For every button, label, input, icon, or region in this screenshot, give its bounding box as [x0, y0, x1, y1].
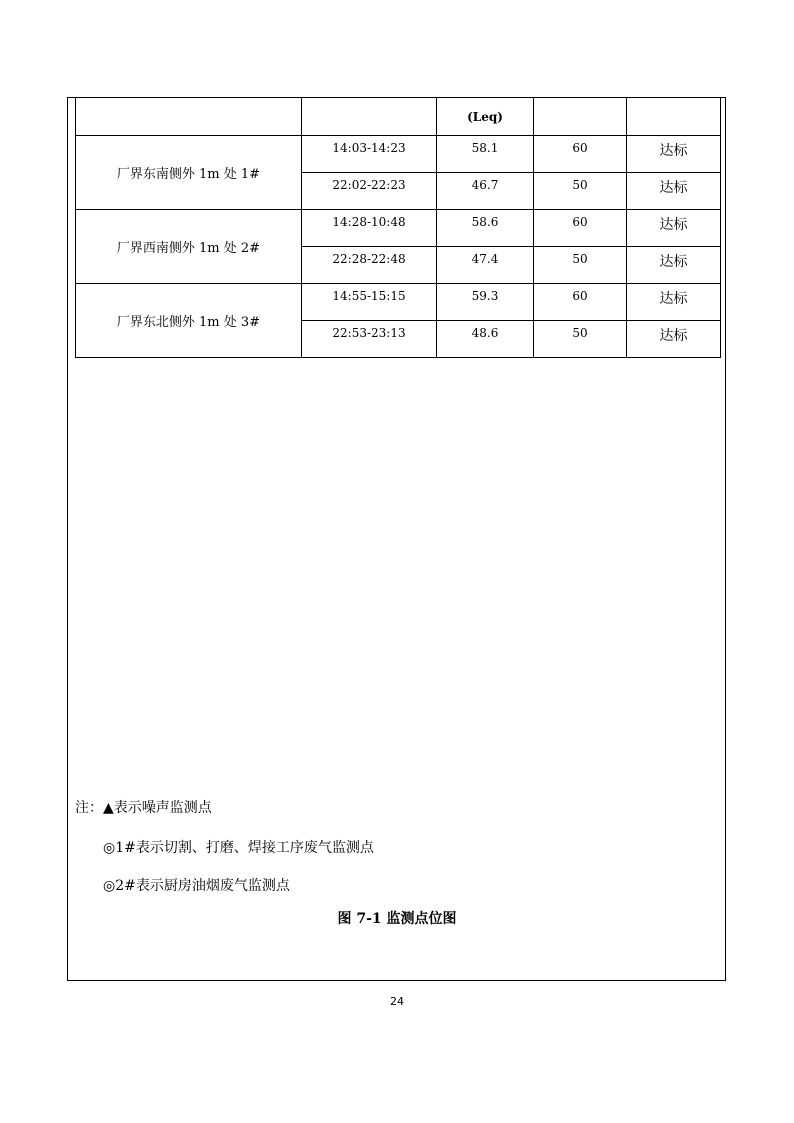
- note-exhaust-point-2: ◎2#表示厨房油烟废气监测点: [103, 878, 290, 894]
- time-cell: 14:28-10:48: [302, 210, 437, 247]
- status-cell: 达标: [627, 284, 721, 321]
- value-cell: 59.3: [437, 284, 534, 321]
- table-header-row: [76, 98, 721, 136]
- value-cell: 58.6: [437, 210, 534, 247]
- limit-cell: 60: [534, 284, 627, 321]
- time-cell: 22:53-23:13: [302, 321, 437, 358]
- monitoring-point-3: 厂界东北侧外 1m 处 3#: [76, 284, 302, 358]
- figure-caption: 图 7-1 监测点位图: [337, 911, 457, 927]
- time-cell: 22:02-22:23: [302, 173, 437, 210]
- limit-cell: 60: [534, 136, 627, 173]
- value-cell: 47.4: [437, 247, 534, 284]
- status-cell: 达标: [627, 173, 721, 210]
- value-cell: 48.6: [437, 321, 534, 358]
- status-cell: 达标: [627, 321, 721, 358]
- status-cell: 达标: [627, 247, 721, 284]
- limit-cell: 50: [534, 321, 627, 358]
- table-row: [76, 210, 721, 247]
- monitoring-point-2: 厂界西南侧外 1m 处 2#: [76, 210, 302, 284]
- limit-cell: 60: [534, 210, 627, 247]
- limit-cell: 50: [534, 247, 627, 284]
- time-cell: 22:28-22:48: [302, 247, 437, 284]
- table-row: [76, 284, 721, 321]
- header-cell-unit: (Leq): [437, 98, 534, 136]
- monitoring-point-1: 厂界东南侧外 1m 处 1#: [76, 136, 302, 210]
- page-number: 24: [390, 995, 404, 1008]
- header-cell-limit: [534, 98, 627, 136]
- status-cell: 达标: [627, 210, 721, 247]
- value-cell: 58.1: [437, 136, 534, 173]
- header-cell-time: [302, 98, 437, 136]
- table-row: [76, 136, 721, 173]
- time-cell: 14:55-15:15: [302, 284, 437, 321]
- value-cell: 46.7: [437, 173, 534, 210]
- limit-cell: 50: [534, 173, 627, 210]
- header-cell-point: [76, 98, 302, 136]
- noise-monitoring-table: [75, 97, 721, 358]
- note-noise-point: 注：▲表示噪声监测点: [75, 800, 212, 816]
- header-cell-status: [627, 98, 721, 136]
- time-cell: 14:03-14:23: [302, 136, 437, 173]
- status-cell: 达标: [627, 136, 721, 173]
- note-exhaust-point-1: ◎1#表示切割、打磨、焊接工序废气监测点: [103, 840, 374, 856]
